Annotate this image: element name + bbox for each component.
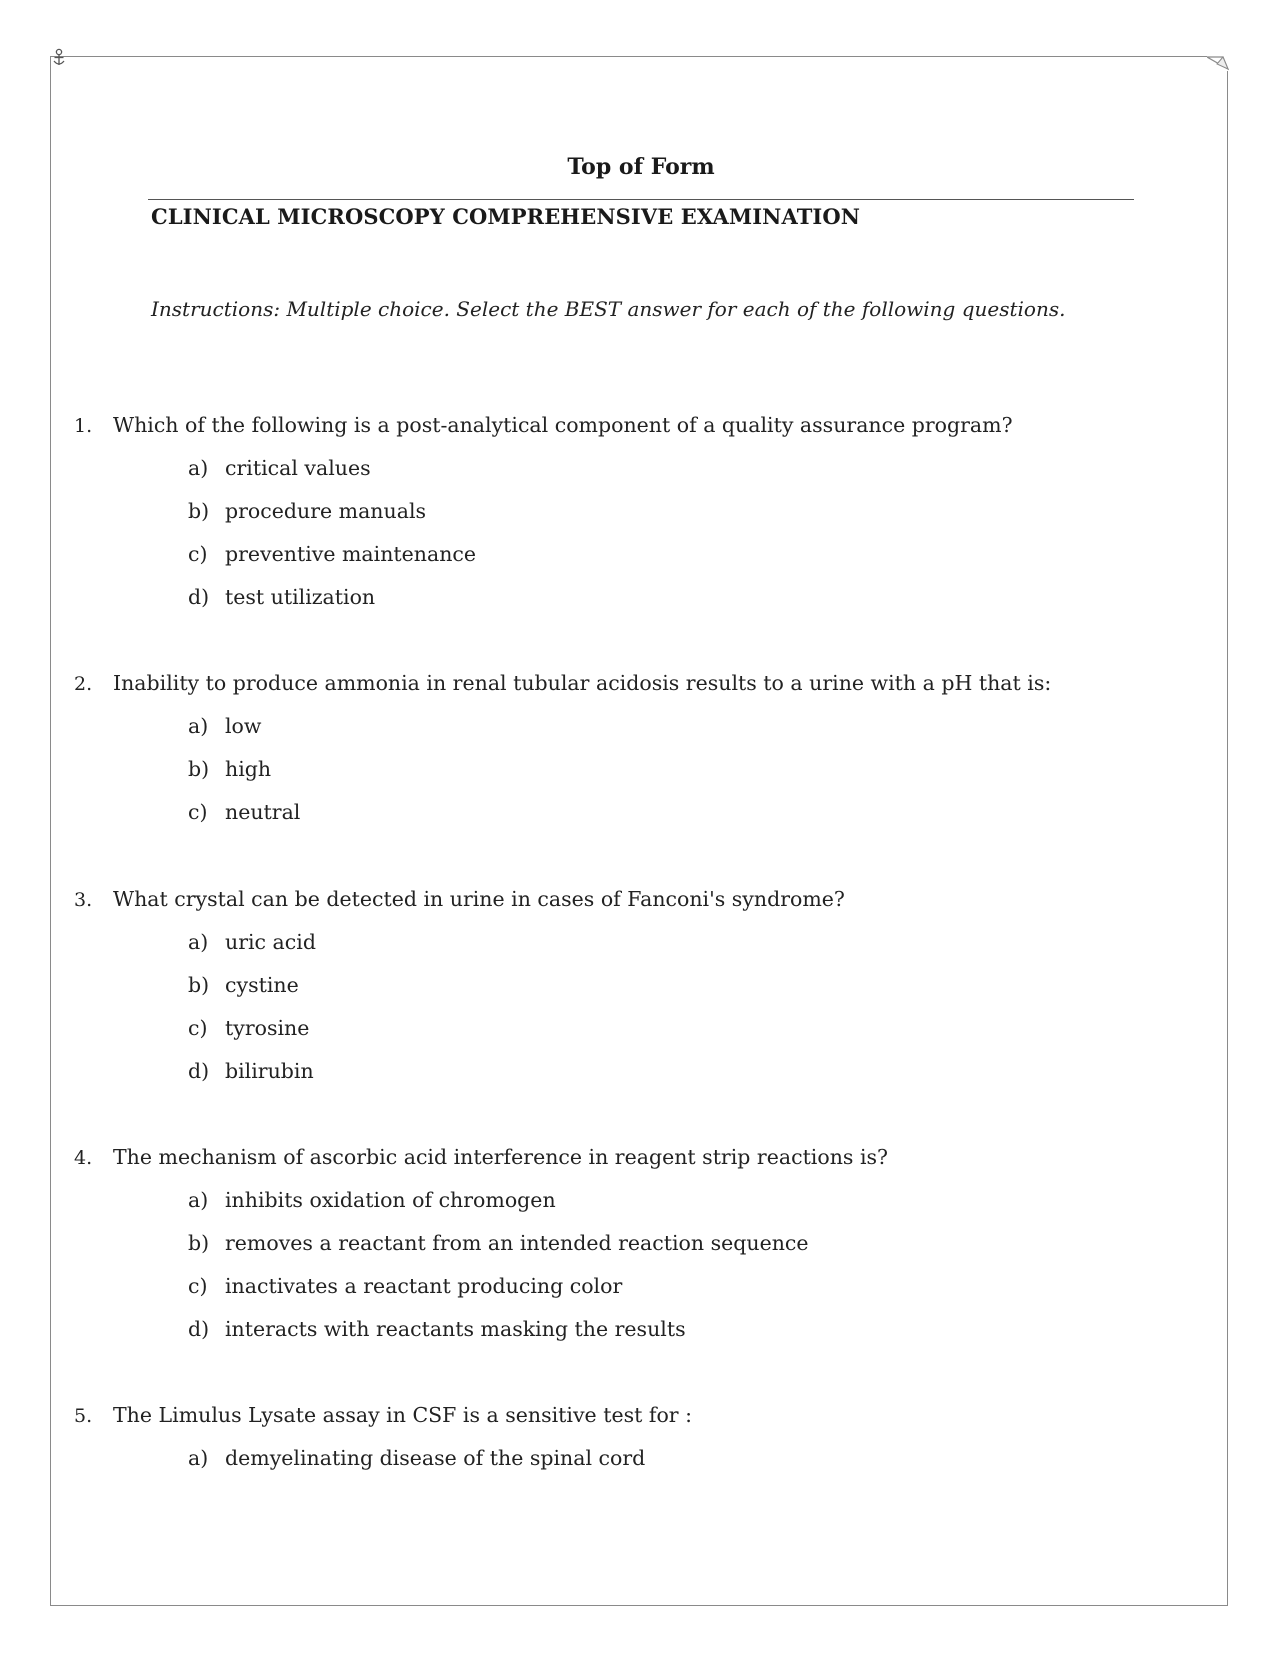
question-4 <box>74 1145 888 1360</box>
option-text: low <box>225 714 262 738</box>
answer-option[interactable] <box>74 1016 845 1059</box>
answer-option[interactable] <box>74 1274 888 1317</box>
question-2 <box>74 671 1051 843</box>
option-letter: c) <box>188 1016 208 1040</box>
answer-option[interactable] <box>74 1188 888 1231</box>
question-3 <box>74 887 845 1102</box>
option-text: procedure manuals <box>225 499 427 523</box>
exam-title: CLINICAL MICROSCOPY COMPREHENSIVE EXAMINATION <box>151 204 861 229</box>
answer-option[interactable] <box>74 930 845 973</box>
answer-option[interactable] <box>74 714 1051 757</box>
question-text: What crystal can be detected in urine in cases of Fanconi's syndrome? <box>113 887 845 911</box>
option-letter: b) <box>188 1231 210 1255</box>
option-text: preventive maintenance <box>225 542 477 566</box>
answer-options <box>74 1446 692 1489</box>
option-letter: d) <box>188 1317 210 1341</box>
question-stem <box>74 887 845 921</box>
question-stem <box>74 1403 692 1437</box>
option-letter: b) <box>188 757 210 781</box>
option-text: cystine <box>225 973 299 997</box>
option-text: inhibits oxidation of chromogen <box>225 1188 556 1212</box>
question-number: 4. <box>74 1147 93 1169</box>
answer-option[interactable] <box>74 499 1013 542</box>
option-letter: c) <box>188 1274 208 1298</box>
question-number: 2. <box>74 673 93 695</box>
question-text: The mechanism of ascorbic acid interference in reagent strip reactions is? <box>113 1145 889 1169</box>
option-letter: c) <box>188 800 208 824</box>
option-text: bilirubin <box>225 1059 314 1083</box>
question-stem <box>74 1145 888 1179</box>
question-1 <box>74 413 1013 628</box>
question-number: 5. <box>74 1405 93 1427</box>
answer-options <box>74 930 845 1102</box>
answer-options <box>74 1188 888 1360</box>
option-text: test utilization <box>225 585 376 609</box>
option-text: high <box>225 757 272 781</box>
question-stem <box>74 671 1051 705</box>
exam-instructions: Instructions: Multiple choice. Select the BEST answer for each of the following questions. <box>151 297 1066 321</box>
form-top-boundary <box>148 148 1134 200</box>
question-stem <box>74 413 1013 447</box>
option-letter: d) <box>188 1059 210 1083</box>
answer-option[interactable] <box>74 456 1013 499</box>
option-text: interacts with reactants masking the results <box>225 1317 686 1341</box>
answer-option[interactable] <box>74 1446 692 1489</box>
question-number: 3. <box>74 889 93 911</box>
answer-option[interactable] <box>74 542 1013 585</box>
option-letter: b) <box>188 499 210 523</box>
answer-option[interactable] <box>74 973 845 1016</box>
option-letter: a) <box>188 1188 209 1212</box>
option-letter: d) <box>188 585 210 609</box>
option-text: inactivates a reactant producing color <box>225 1274 623 1298</box>
answer-option[interactable] <box>74 757 1051 800</box>
anchor-icon <box>52 48 66 68</box>
question-text: Inability to produce ammonia in renal tubular acidosis results to a urine with a pH that is: <box>113 671 1052 695</box>
option-text: demyelinating disease of the spinal cord <box>225 1446 646 1470</box>
option-letter: b) <box>188 973 210 997</box>
option-text: removes a reactant from an intended reaction sequence <box>225 1231 809 1255</box>
answer-option[interactable] <box>74 1231 888 1274</box>
answer-option[interactable] <box>74 800 1051 843</box>
answer-options <box>74 456 1013 628</box>
option-text: uric acid <box>225 930 316 954</box>
option-letter: a) <box>188 714 209 738</box>
answer-option[interactable] <box>74 585 1013 628</box>
question-number: 1. <box>74 415 93 437</box>
option-letter: a) <box>188 930 209 954</box>
option-letter: a) <box>188 456 209 480</box>
question-5 <box>74 1403 692 1489</box>
answer-option[interactable] <box>74 1059 845 1102</box>
answer-options <box>74 714 1051 843</box>
answer-option[interactable] <box>74 1317 888 1360</box>
option-text: tyrosine <box>225 1016 310 1040</box>
form-top-label: Top of Form <box>567 154 715 180</box>
option-letter: a) <box>188 1446 209 1470</box>
question-text: Which of the following is a post-analytical component of a quality assurance program? <box>113 413 1013 437</box>
option-letter: c) <box>188 542 208 566</box>
question-text: The Limulus Lysate assay in CSF is a sensitive test for : <box>113 1403 693 1427</box>
option-text: neutral <box>225 800 301 824</box>
page-curl-icon <box>1207 55 1229 71</box>
option-text: critical values <box>225 456 371 480</box>
